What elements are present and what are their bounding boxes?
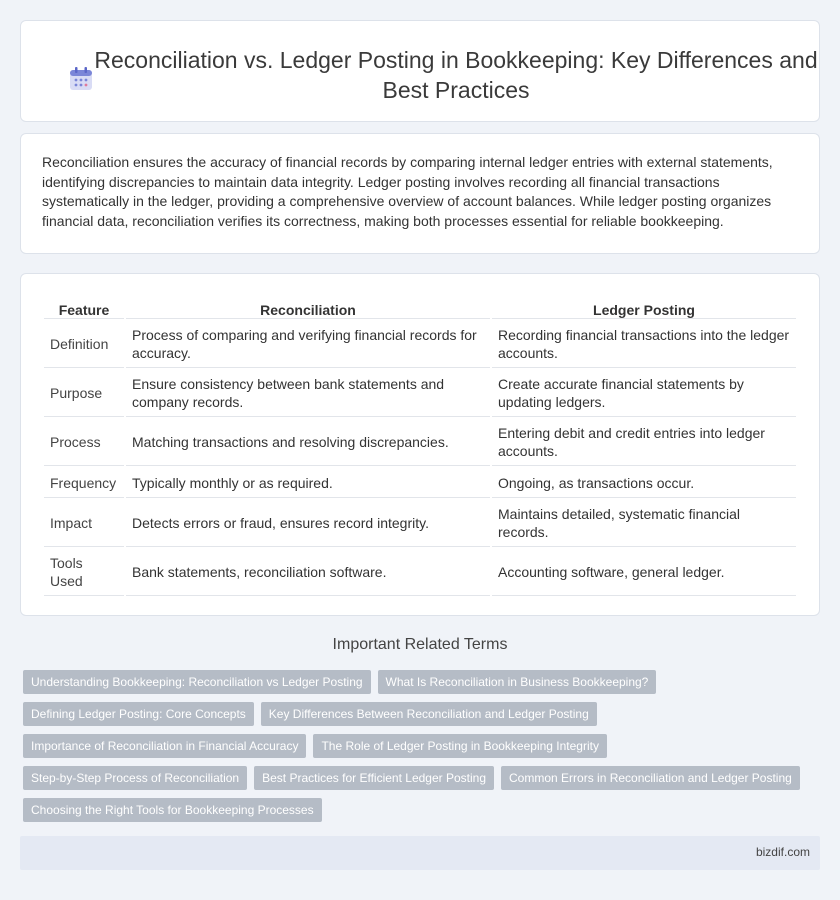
ledger-cell: Recording financial transactions into the ledger accounts. xyxy=(492,321,796,368)
related-term-link[interactable]: Understanding Bookkeeping: Reconciliation vs Ledger Posting xyxy=(23,670,371,694)
feature-cell: Definition xyxy=(44,321,124,368)
related-term-link[interactable]: Importance of Reconciliation in Financial Accuracy xyxy=(23,734,306,758)
table-row xyxy=(44,370,796,417)
related-term-link[interactable]: What Is Reconciliation in Business Bookkeeping? xyxy=(378,670,657,694)
feature-cell: Impact xyxy=(44,500,124,547)
ledger-cell: Ongoing, as transactions occur. xyxy=(492,468,796,498)
reconciliation-cell: Process of comparing and verifying financial records for accuracy. xyxy=(126,321,490,368)
feature-cell: Purpose xyxy=(44,370,124,417)
related-term-link[interactable]: Defining Ledger Posting: Core Concepts xyxy=(23,702,254,726)
feature-cell: Tools Used xyxy=(44,549,124,596)
header-reconciliation: Reconciliation xyxy=(126,297,490,319)
site-link[interactable]: bizdif.com xyxy=(755,845,810,859)
table-row xyxy=(44,321,796,368)
footer xyxy=(20,836,820,870)
reconciliation-cell: Bank statements, reconciliation software. xyxy=(126,549,490,596)
related-terms-title: Important Related Terms xyxy=(332,636,508,653)
page-title: Reconciliation vs. Ledger Posting in Bookkeeping: Key Differences and Best Practices xyxy=(94,47,818,103)
reconciliation-cell: Detects errors or fraud, ensures record integrity. xyxy=(126,500,490,547)
ledger-cell: Entering debit and credit entries into ledger accounts. xyxy=(492,419,796,466)
related-term-link[interactable]: Common Errors in Reconciliation and Ledger Posting xyxy=(501,766,800,790)
feature-cell: Frequency xyxy=(44,468,124,498)
header-feature: Feature xyxy=(44,297,124,319)
intro-card xyxy=(20,133,820,254)
table-row xyxy=(44,549,796,596)
table-header-row xyxy=(44,297,796,319)
related-term-link[interactable]: Best Practices for Efficient Ledger Posting xyxy=(254,766,494,790)
table-row xyxy=(44,419,796,466)
related-term-link[interactable]: Step-by-Step Process of Reconciliation xyxy=(23,766,247,790)
ledger-cell: Create accurate financial statements by updating ledgers. xyxy=(492,370,796,417)
comparison-card xyxy=(20,273,820,616)
header-ledger-posting: Ledger Posting xyxy=(492,297,796,319)
related-term-link[interactable]: Choosing the Right Tools for Bookkeeping Processes xyxy=(23,798,322,822)
table-row xyxy=(44,500,796,547)
feature-cell: Process xyxy=(44,419,124,466)
related-terms-list xyxy=(23,670,803,830)
header-card xyxy=(20,20,820,122)
reconciliation-cell: Ensure consistency between bank statements and company records. xyxy=(126,370,490,417)
ledger-cell: Maintains detailed, systematic financial records. xyxy=(492,500,796,547)
reconciliation-cell: Matching transactions and resolving discrepancies. xyxy=(126,419,490,466)
intro-paragraph: Reconciliation ensures the accuracy of financial records by comparing internal ledger entries with external statements, identifying discrepancies to maintain data integrity. Ledger posting involves recording all financial transactions systematically in the ledger, providing a comprehensive overview of account balances. While ledger posting organizes financial data, reconciliation verifies its correctness, making both processes essential for reliable bookkeeping. xyxy=(42,154,773,229)
related-term-link[interactable]: Key Differences Between Reconciliation and Ledger Posting xyxy=(261,702,597,726)
ledger-cell: Accounting software, general ledger. xyxy=(492,549,796,596)
reconciliation-cell: Typically monthly or as required. xyxy=(126,468,490,498)
table-row xyxy=(44,468,796,498)
comparison-table xyxy=(42,295,798,598)
related-term-link[interactable]: The Role of Ledger Posting in Bookkeeping Integrity xyxy=(313,734,607,758)
